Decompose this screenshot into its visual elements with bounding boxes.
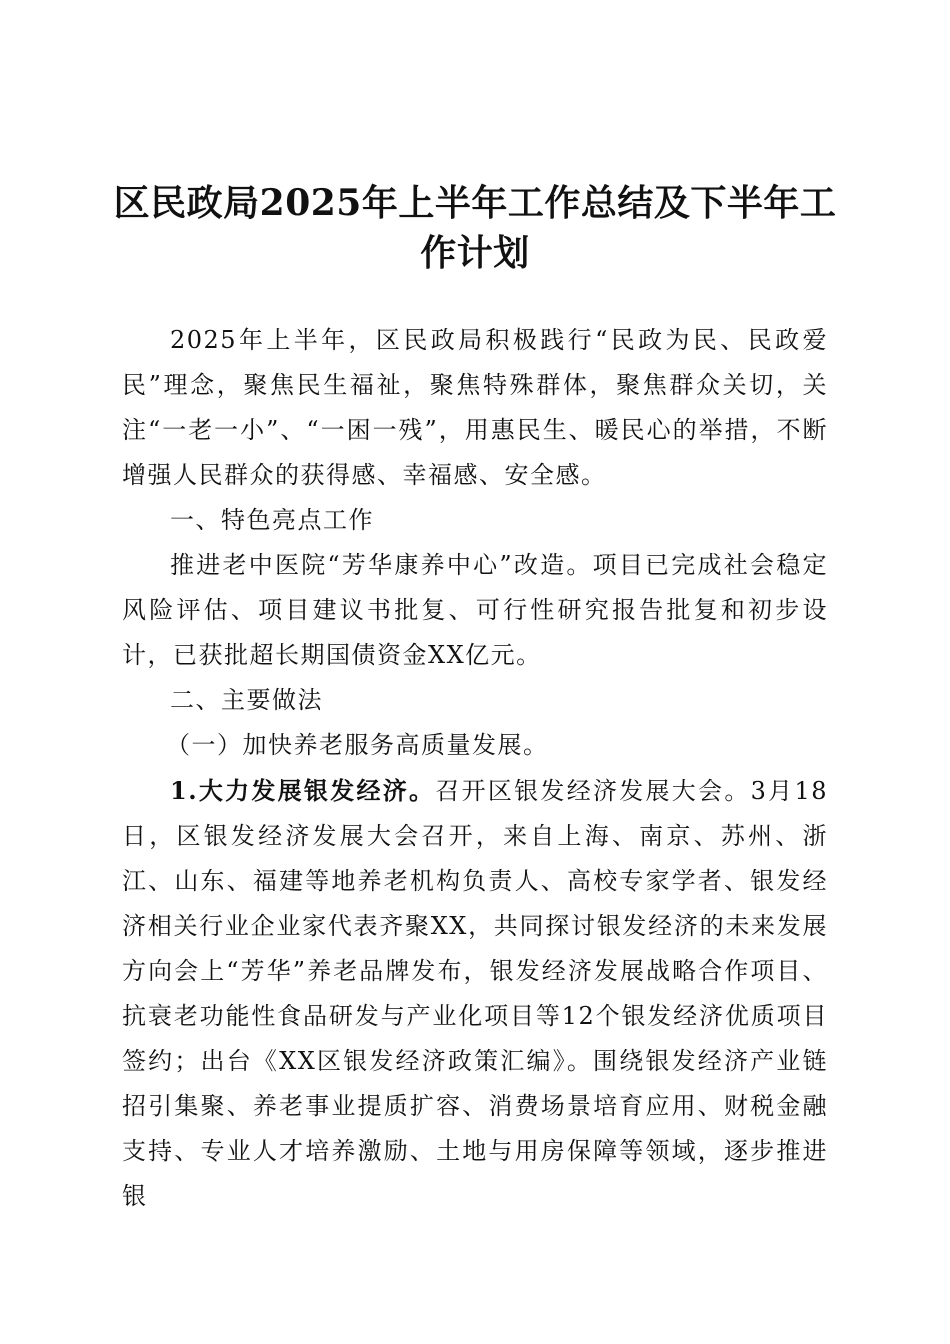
document-title: 区民政局2025年上半年工作总结及下半年工作计划 bbox=[113, 182, 837, 274]
section-2-subheading: （一）加快养老服务高质量发展。 bbox=[166, 731, 549, 759]
section-1-heading: 一、特色亮点工作 bbox=[170, 506, 374, 534]
section-2-item-1-lead: 1.大力发展银发经济。 bbox=[170, 776, 436, 805]
document-body bbox=[122, 318, 828, 1219]
section-1-paragraph: 推进老中医院“芳华康养中心”改造。项目已完成社会稳定风险评估、项目建议书批复、可行性研究报告批复和初步设计，已获批超长期国债资金XX亿元。 bbox=[122, 551, 828, 669]
section-2-item-1-paragraph bbox=[122, 768, 828, 1219]
section-2-item-1-text: 召开区银发经济发展大会。3月18日，区银发经济发展大会召开，来自上海、南京、苏州、浙江、山东、福建等地养老机构负责人、高校专家学者、银发经济相关行业企业家代表齐聚XX，共同探讨银发经济的未来发展方向会上“芳华”养老品牌发布，银发经济发展战略合作项目、抗衰老功能性食品研发与产业化项目等12个银发经济优质项目签约；出台《XX区银发经济政策汇编》。围绕银发经济产业链招引集聚、养老事业提质扩容、消费场景培育应用、财税金融支持、专业人才培养激励、土地与用房保障等领域，逐步推进银 bbox=[122, 777, 829, 1210]
section-2-heading: 二、主要做法 bbox=[170, 686, 323, 714]
intro-paragraph: 2025年上半年，区民政局积极践行“民政为民、民政爱民”理念，聚焦民生福祉，聚焦特殊群体，聚焦群众关切，关注“一老一小”、“一困一残”，用惠民生、暖民心的举措，不断增强人民群众的获得感、幸福感、安全感。 bbox=[122, 326, 828, 489]
